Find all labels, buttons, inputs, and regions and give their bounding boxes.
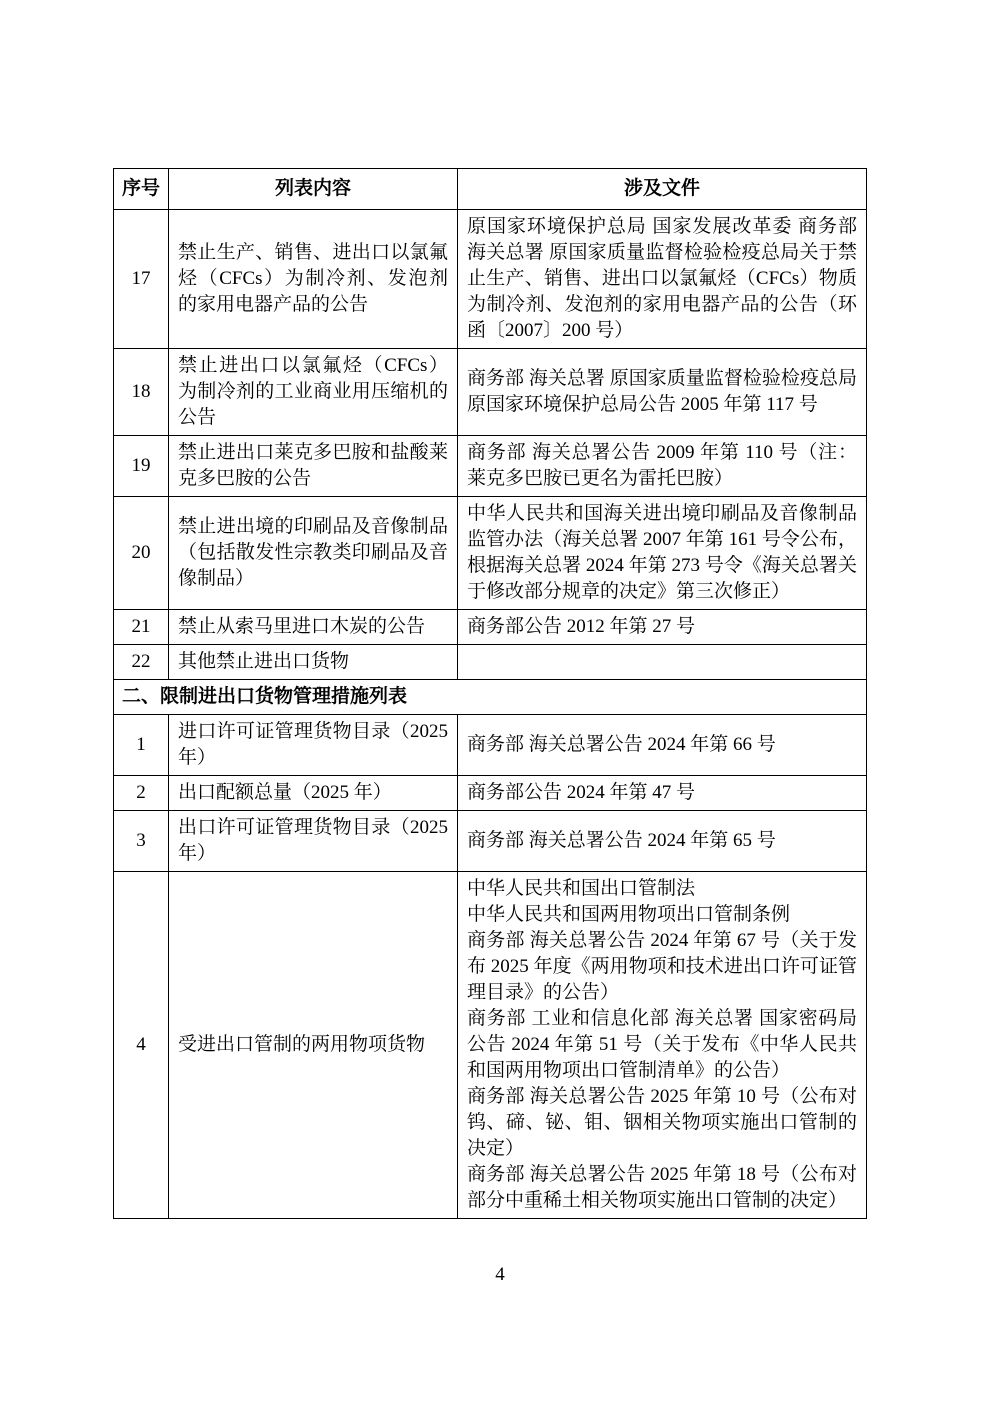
table-row: [114, 497, 867, 610]
list-content-cell: 其他禁止进出口货物: [169, 645, 458, 680]
table-row: [114, 715, 867, 776]
row-index-cell: 20: [114, 497, 169, 610]
list-content-cell: 出口许可证管理货物目录（2025 年）: [169, 811, 458, 872]
related-doc-entry: 商务部 海关总署公告 2024 年第 66 号: [467, 734, 776, 755]
related-doc-entry: 商务部公告 2024 年第 47 号: [467, 782, 696, 803]
related-docs-cell: [458, 349, 867, 436]
table-row: [114, 776, 867, 811]
section-row: [114, 680, 867, 715]
related-doc-entry: 中华人民共和国海关进出境印刷品及音像制品监管办法（海关总署 2007 年第 161 号令公布，根据海关总署 2024 年第 273 号令《海关总署关于修改部分规章的决定》第三次修正）: [467, 503, 857, 602]
related-docs-cell: [458, 872, 867, 1219]
row-index-cell: 21: [114, 610, 169, 645]
list-content-cell: 禁止生产、销售、进出口以氯氟烃（CFCs）为制冷剂、发泡剂的家用电器产品的公告: [169, 210, 458, 349]
row-index-cell: 18: [114, 349, 169, 436]
column-header-content: 列表内容: [169, 169, 458, 210]
related-doc-entry: 中华人民共和国出口管制法: [467, 878, 696, 899]
page-number: 4: [495, 1264, 505, 1285]
related-doc-entry: 商务部 海关总署公告 2024 年第 67 号（关于发布 2025 年度《两用物项和技术进出口许可证管理目录》的公告）: [467, 930, 857, 1003]
related-doc-entry: 商务部公告 2012 年第 27 号: [467, 616, 696, 637]
related-docs-cell: [458, 776, 867, 811]
list-content-cell: 禁止进出口以氯氟烃（CFCs）为制冷剂的工业商业用压缩机的公告: [169, 349, 458, 436]
list-content-cell: 禁止进出境的印刷品及音像制品（包括散发性宗教类印刷品及音像制品）: [169, 497, 458, 610]
related-docs-cell: [458, 436, 867, 497]
column-header-index: 序号: [114, 169, 169, 210]
list-content-cell: 进口许可证管理货物目录（2025 年）: [169, 715, 458, 776]
row-index-cell: 22: [114, 645, 169, 680]
table-row: [114, 645, 867, 680]
row-index-cell: 2: [114, 776, 169, 811]
related-doc-entry: 商务部 工业和信息化部 海关总署 国家密码局公告 2024 年第 51 号（关于发布《中华人民共和国两用物项出口管制清单》的公告）: [467, 1008, 857, 1081]
table-row: [114, 349, 867, 436]
related-docs-cell: [458, 497, 867, 610]
table-body: [114, 210, 867, 1219]
related-doc-entry: 商务部 海关总署公告 2025 年第 18 号（公布对部分中重稀土相关物项实施出口管制的决定）: [467, 1164, 857, 1211]
related-docs-cell: [458, 610, 867, 645]
header-row: [114, 169, 867, 210]
related-docs-cell: [458, 210, 867, 349]
row-index-cell: 4: [114, 872, 169, 1219]
row-index-cell: 1: [114, 715, 169, 776]
row-index-cell: 17: [114, 210, 169, 349]
related-docs-cell: [458, 645, 867, 680]
table-row: [114, 872, 867, 1219]
related-doc-entry: 中华人民共和国两用物项出口管制条例: [467, 904, 791, 925]
related-doc-entry: 商务部 海关总署公告 2025 年第 10 号（公布对钨、碲、铋、钼、铟相关物项实施出口管制的决定）: [467, 1086, 857, 1159]
table-row: [114, 436, 867, 497]
column-header-docs: 涉及文件: [458, 169, 867, 210]
table-row: [114, 610, 867, 645]
table-row: [114, 811, 867, 872]
list-content-cell: 禁止从索马里进口木炭的公告: [169, 610, 458, 645]
row-index-cell: 19: [114, 436, 169, 497]
related-doc-entry: 商务部 海关总署公告 2024 年第 65 号: [467, 830, 776, 851]
related-doc-entry: 商务部 海关总署 原国家质量监督检验检疫总局 原国家环境保护总局公告 2005 年第 117 号: [467, 368, 857, 415]
related-doc-entry: 原国家环境保护总局 国家发展改革委 商务部 海关总署 原国家质量监督检验检疫总局关于禁止生产、销售、进出口以氯氟烃（CFCs）物质为制冷剂、发泡剂的家用电器产品的公告（环函〔2007〕200 号）: [467, 216, 857, 341]
row-index-cell: 3: [114, 811, 169, 872]
list-content-cell: 受进出口管制的两用物项货物: [169, 872, 458, 1219]
section-title: 二、限制进出口货物管理措施列表: [114, 680, 867, 715]
table-row: [114, 210, 867, 349]
related-docs-cell: [458, 715, 867, 776]
measures-table: [113, 168, 867, 1219]
list-content-cell: 出口配额总量（2025 年）: [169, 776, 458, 811]
list-content-cell: 禁止进出口莱克多巴胺和盐酸莱克多巴胺的公告: [169, 436, 458, 497]
related-doc-entry: 商务部 海关总署公告 2009 年第 110 号（注：莱克多巴胺已更名为雷托巴胺）: [467, 442, 857, 489]
related-docs-cell: [458, 811, 867, 872]
table-header: [114, 169, 867, 210]
